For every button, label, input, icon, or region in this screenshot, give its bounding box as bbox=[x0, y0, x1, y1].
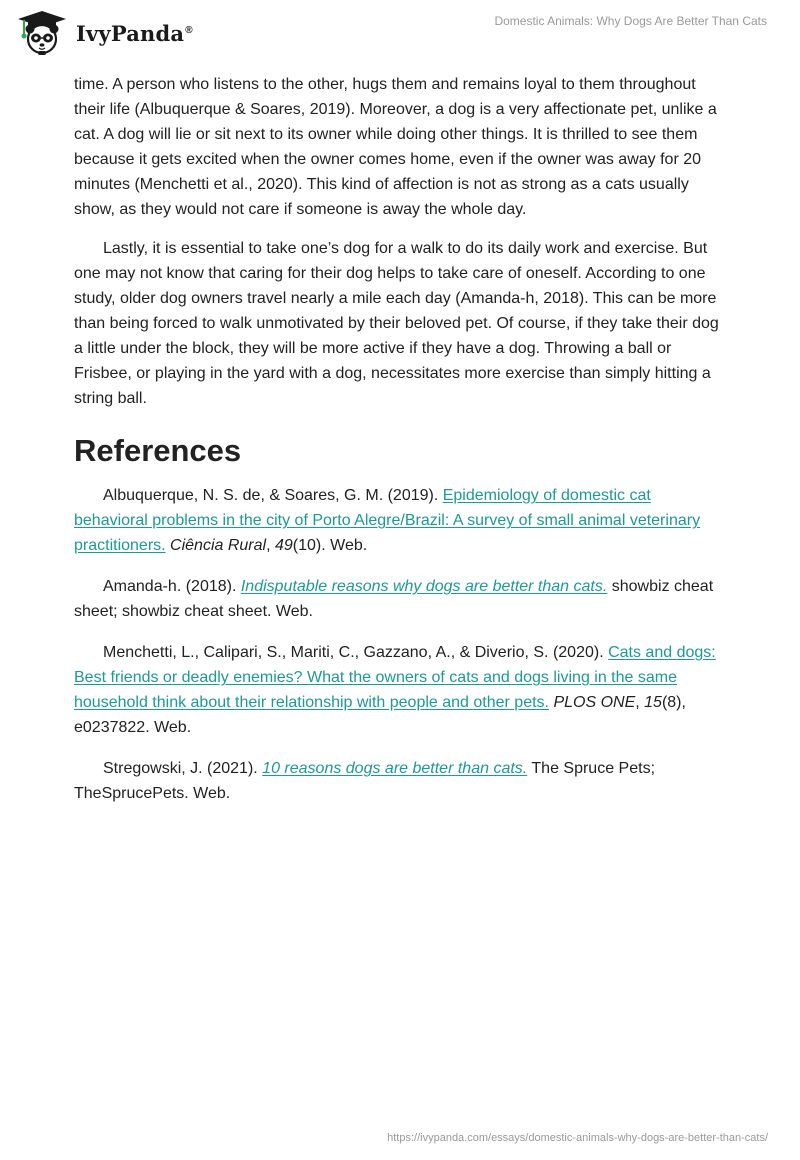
essay-content bbox=[74, 72, 726, 806]
reference-link[interactable]: 10 reasons dogs are better than cats. bbox=[262, 760, 528, 777]
reference-link[interactable]: Epidemiology of domestic cat behavioral problems in the city of Porto Alegre/Brazil: A survey of small animal veterinary practitioners. bbox=[74, 487, 701, 554]
page-header bbox=[0, 0, 800, 64]
body-paragraph: Lastly, it is essential to take one’s dog for a walk to do its daily work and exercise. But one may not know that caring for their dog helps to take care of oneself. According to one study, older dog owners travel nearly a mile each day (Amanda-h, 2018). This can be more than being forced to walk unmotivated by their beloved pet. Of course, if they take their dog a little under the block, they will be more active if they have a dog. Throwing a ball or Frisbee, or playing in the yard with a dog, necessitates more exercise than simply hitting a string ball. bbox=[74, 240, 719, 407]
reference-item: Amanda-h. (2018). Indisputable reasons why dogs are better than cats. showbiz cheat sheet; showbiz cheat sheet. Web. bbox=[74, 578, 714, 620]
body-paragraph: time. A person who listens to the other, hugs them and remains loyal to them throughout their life (Albuquerque & Soares, 2019). Moreover, a dog is a very affectionate pet, unlike a cat. A dog will lie or sit next to its owner while doing other things. It is thrilled to see them because it gets excited when the owner comes home, even if the owner was away for 20 minutes (Menchetti et al., 2020). This kind of affection is not as strong as a cats usually show, as they would not care if someone is away the whole day. bbox=[74, 76, 717, 218]
references-heading: References bbox=[74, 433, 242, 468]
brand-name: IvyPanda® bbox=[76, 20, 193, 46]
document-title: Domestic Animals: Why Dogs Are Better Than Cats bbox=[494, 14, 767, 28]
reference-item: Stregowski, J. (2021). 10 reasons dogs are better than cats. The Spruce Pets; TheSprucePets. Web. bbox=[74, 760, 656, 802]
reference-item: Albuquerque, N. S. de, & Soares, G. M. (2019). Epidemiology of domestic cat behavioral problems in the city of Porto Alegre/Brazil: A survey of small animal veterinary practitioners. Ciência Rural, 49(10). Web. bbox=[74, 487, 701, 554]
reference-link[interactable]: Cats and dogs: Best friends or deadly enemies? What the owners of cats and dogs living in the same household think about their relationship with people and other pets. bbox=[74, 644, 716, 711]
reference-item: Menchetti, L., Calipari, S., Mariti, C., Gazzano, A., & Diverio, S. (2020). Cats and dogs: Best friends or deadly enemies? What the owners of cats and dogs living in the same household think about their relationship with people and other pets. PLOS ONE, 15(8), e0237822. Web. bbox=[74, 644, 716, 736]
panda-graduate-icon bbox=[14, 8, 70, 56]
ivypanda-logo[interactable] bbox=[14, 8, 193, 56]
source-url[interactable]: https://ivypanda.com/essays/domestic-animals-why-dogs-are-better-than-cats/ bbox=[387, 1132, 768, 1144]
reference-link[interactable]: Indisputable reasons why dogs are better than cats. bbox=[240, 578, 608, 595]
